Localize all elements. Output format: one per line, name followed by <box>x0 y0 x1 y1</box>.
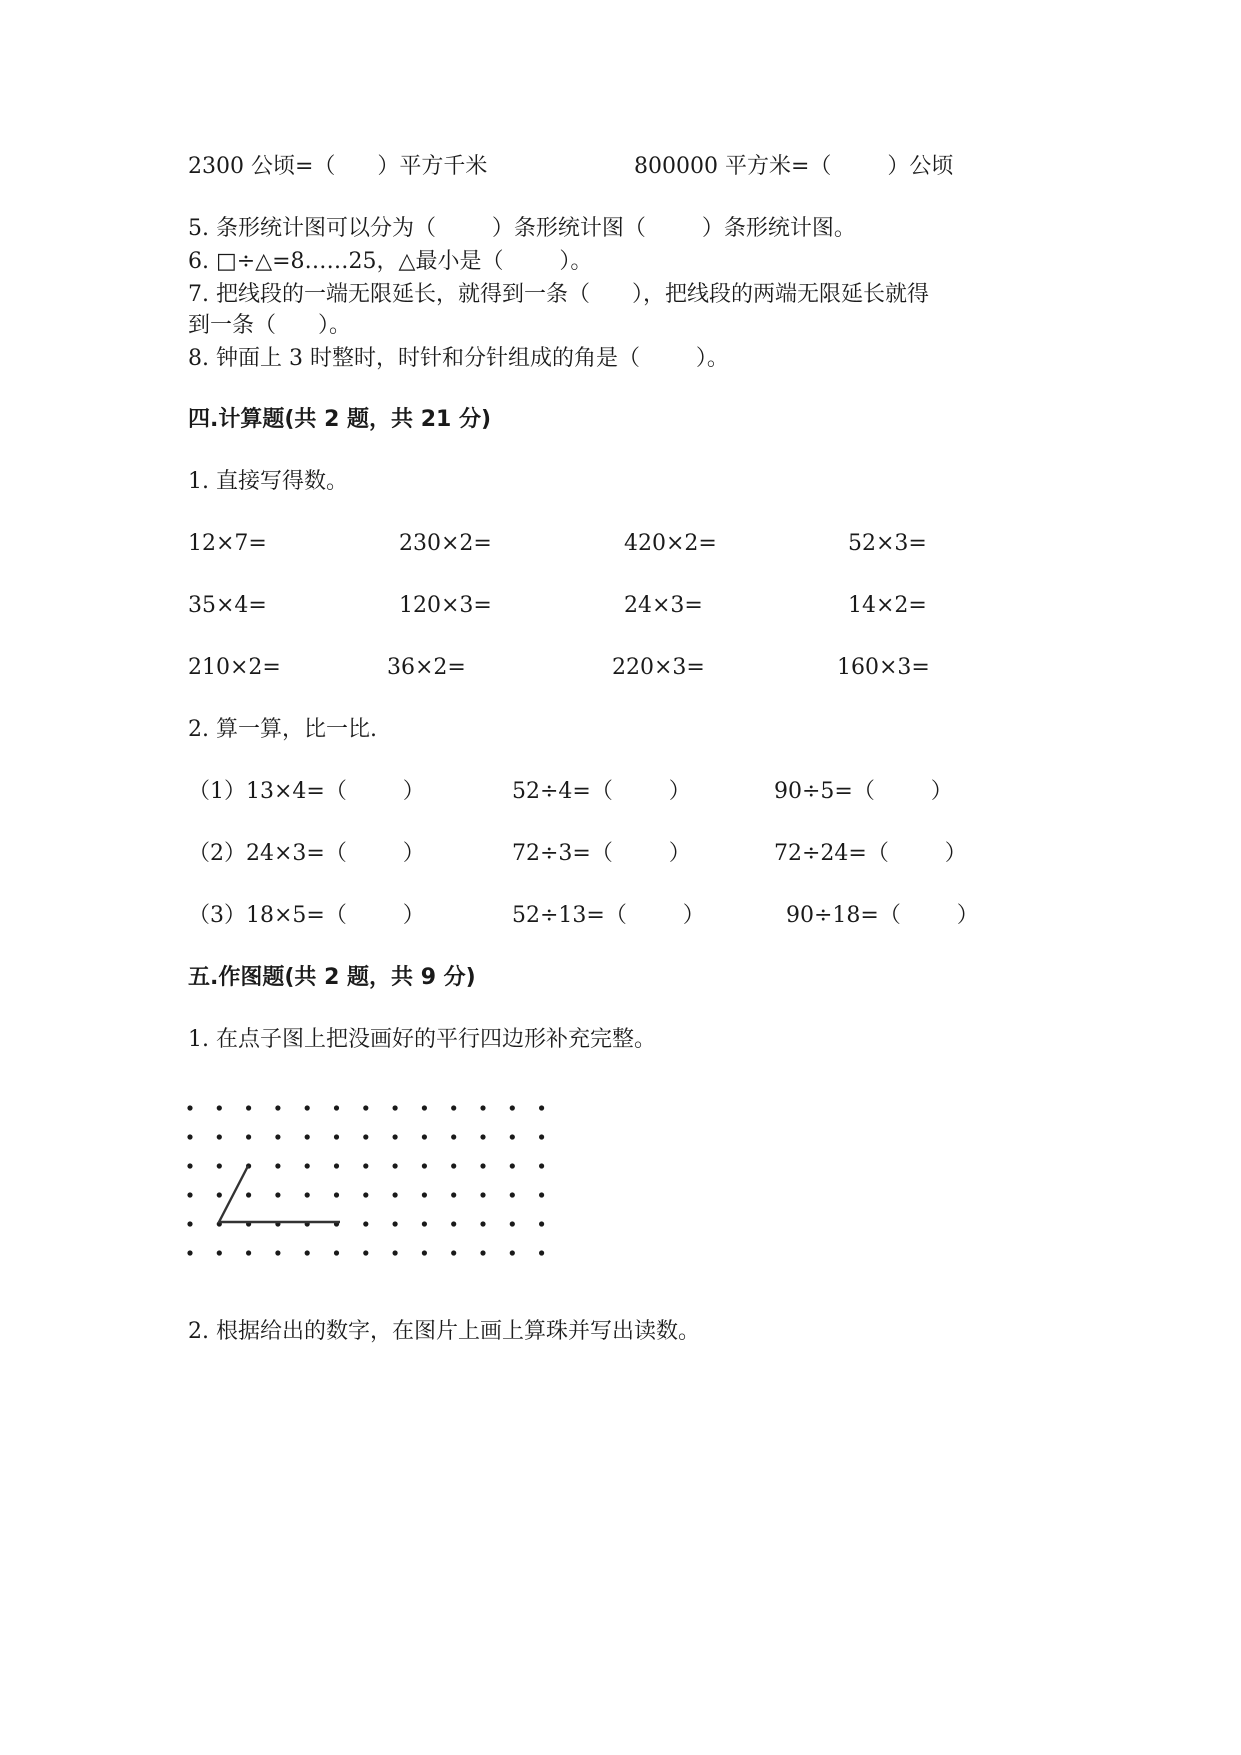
grid-dot[interactable] <box>451 1221 456 1226</box>
grid-dot[interactable] <box>422 1192 427 1197</box>
section-5-q2-title: 2. 根据给出的数字，在图片上画上算珠并写出读数。 <box>188 1319 700 1344</box>
section-5-q1-title: 1. 在点子图上把没画好的平行四边形补充完整。 <box>188 1027 656 1052</box>
section-4-q1-title: 1. 直接写得数。 <box>188 469 348 494</box>
grid-dot[interactable] <box>510 1134 515 1139</box>
grid-dot[interactable] <box>217 1192 222 1197</box>
grid-dot[interactable] <box>187 1221 192 1226</box>
grid-dot[interactable] <box>539 1163 544 1168</box>
grid-dot[interactable] <box>510 1221 515 1226</box>
grid-dot[interactable] <box>246 1192 251 1197</box>
grid-dot[interactable] <box>480 1134 485 1139</box>
compare-cell: （3）18×5=（ ） <box>188 903 425 928</box>
grid-dot[interactable] <box>246 1134 251 1139</box>
question-6: 6. □÷△=8……25，△最小是（ ）。 <box>188 249 593 274</box>
grid-dot[interactable] <box>393 1163 398 1168</box>
grid-dot[interactable] <box>275 1192 280 1197</box>
grid-dot[interactable] <box>539 1105 544 1110</box>
grid-dot[interactable] <box>510 1250 515 1255</box>
grid-dot[interactable] <box>363 1192 368 1197</box>
grid-dot[interactable] <box>363 1250 368 1255</box>
grid-dot[interactable] <box>422 1163 427 1168</box>
grid-dot[interactable] <box>334 1105 339 1110</box>
grid-dot[interactable] <box>363 1163 368 1168</box>
grid-dot[interactable] <box>480 1221 485 1226</box>
grid-dot[interactable] <box>422 1221 427 1226</box>
grid-dot[interactable] <box>363 1134 368 1139</box>
grid-dot[interactable] <box>187 1134 192 1139</box>
grid-dot[interactable] <box>539 1192 544 1197</box>
calc-cell: 120×3= <box>399 593 492 618</box>
calc-cell: 35×4= <box>188 593 267 618</box>
grid-dot[interactable] <box>451 1105 456 1110</box>
grid-dot[interactable] <box>539 1134 544 1139</box>
question-8: 8. 钟面上 3 时整时，时针和分针组成的角是（ ）。 <box>188 346 729 371</box>
section-4-heading: 四.计算题(共 2 题，共 21 分) <box>188 407 492 432</box>
calc-cell: 160×3= <box>837 655 930 680</box>
calc-cell: 36×2= <box>387 655 466 680</box>
grid-dot[interactable] <box>393 1192 398 1197</box>
grid-dot[interactable] <box>305 1250 310 1255</box>
grid-dot[interactable] <box>275 1163 280 1168</box>
grid-dot[interactable] <box>363 1221 368 1226</box>
grid-dot[interactable] <box>275 1134 280 1139</box>
grid-dot[interactable] <box>246 1250 251 1255</box>
grid-dot[interactable] <box>480 1192 485 1197</box>
grid-dot[interactable] <box>187 1105 192 1110</box>
grid-dot[interactable] <box>217 1105 222 1110</box>
grid-dot[interactable] <box>422 1250 427 1255</box>
grid-dot[interactable] <box>363 1105 368 1110</box>
grid-dot[interactable] <box>334 1192 339 1197</box>
grid-dot[interactable] <box>451 1134 456 1139</box>
calc-cell: 210×2= <box>188 655 281 680</box>
grid-dot[interactable] <box>480 1163 485 1168</box>
grid-dot[interactable] <box>246 1105 251 1110</box>
area-conversion-a: 2300 公顷=（ ）平方千米 <box>188 154 488 179</box>
grid-dot[interactable] <box>451 1163 456 1168</box>
grid-dot[interactable] <box>422 1134 427 1139</box>
calc-cell: 14×2= <box>848 593 927 618</box>
grid-dot[interactable] <box>393 1105 398 1110</box>
compare-cell: （2）24×3=（ ） <box>188 841 425 866</box>
question-7-line1: 7. 把线段的一端无限延长，就得到一条（ ），把线段的两端无限延长就得 <box>188 282 929 307</box>
grid-dot[interactable] <box>451 1250 456 1255</box>
compare-cell: 90÷5=（ ） <box>774 779 953 804</box>
grid-dot[interactable] <box>451 1192 456 1197</box>
grid-dot[interactable] <box>187 1192 192 1197</box>
grid-dot[interactable] <box>539 1221 544 1226</box>
calc-cell: 52×3= <box>848 531 927 556</box>
compare-cell: 72÷3=（ ） <box>512 841 691 866</box>
grid-dot[interactable] <box>187 1163 192 1168</box>
grid-dot[interactable] <box>305 1192 310 1197</box>
grid-dot[interactable] <box>510 1105 515 1110</box>
grid-dot[interactable] <box>539 1250 544 1255</box>
grid-dot[interactable] <box>275 1105 280 1110</box>
calc-cell: 230×2= <box>399 531 492 556</box>
grid-dot[interactable] <box>275 1250 280 1255</box>
compare-cell: 72÷24=（ ） <box>774 841 967 866</box>
compare-cell: 52÷13=（ ） <box>512 903 705 928</box>
compare-cell: 52÷4=（ ） <box>512 779 691 804</box>
grid-dot[interactable] <box>334 1250 339 1255</box>
grid-dot[interactable] <box>305 1105 310 1110</box>
grid-dot[interactable] <box>393 1134 398 1139</box>
section-4-q2-title: 2. 算一算，比一比. <box>188 717 377 742</box>
calc-cell: 24×3= <box>624 593 703 618</box>
calc-cell: 420×2= <box>624 531 717 556</box>
grid-dot[interactable] <box>480 1105 485 1110</box>
grid-dot[interactable] <box>393 1250 398 1255</box>
question-7-line2: 到一条（ ）。 <box>188 313 351 338</box>
grid-dot[interactable] <box>217 1134 222 1139</box>
grid-dot[interactable] <box>305 1163 310 1168</box>
grid-dot[interactable] <box>422 1105 427 1110</box>
grid-dot[interactable] <box>187 1250 192 1255</box>
section-5-heading: 五.作图题(共 2 题，共 9 分) <box>188 965 476 990</box>
grid-dot[interactable] <box>334 1134 339 1139</box>
grid-dot[interactable] <box>510 1163 515 1168</box>
compare-cell: 90÷18=（ ） <box>786 903 979 928</box>
calc-cell: 220×3= <box>612 655 705 680</box>
calc-cell: 12×7= <box>188 531 267 556</box>
dot-grid-figure[interactable] <box>180 1096 560 1266</box>
question-5: 5. 条形统计图可以分为（ ）条形统计图（ ）条形统计图。 <box>188 216 856 241</box>
grid-dot[interactable] <box>305 1134 310 1139</box>
grid-dot[interactable] <box>217 1250 222 1255</box>
grid-dot[interactable] <box>510 1192 515 1197</box>
grid-dot[interactable] <box>393 1221 398 1226</box>
grid-dot[interactable] <box>217 1163 222 1168</box>
area-conversion-b: 800000 平方米=（ ）公顷 <box>634 154 954 179</box>
compare-cell: （1）13×4=（ ） <box>188 779 425 804</box>
grid-dot[interactable] <box>334 1163 339 1168</box>
grid-dot[interactable] <box>480 1250 485 1255</box>
